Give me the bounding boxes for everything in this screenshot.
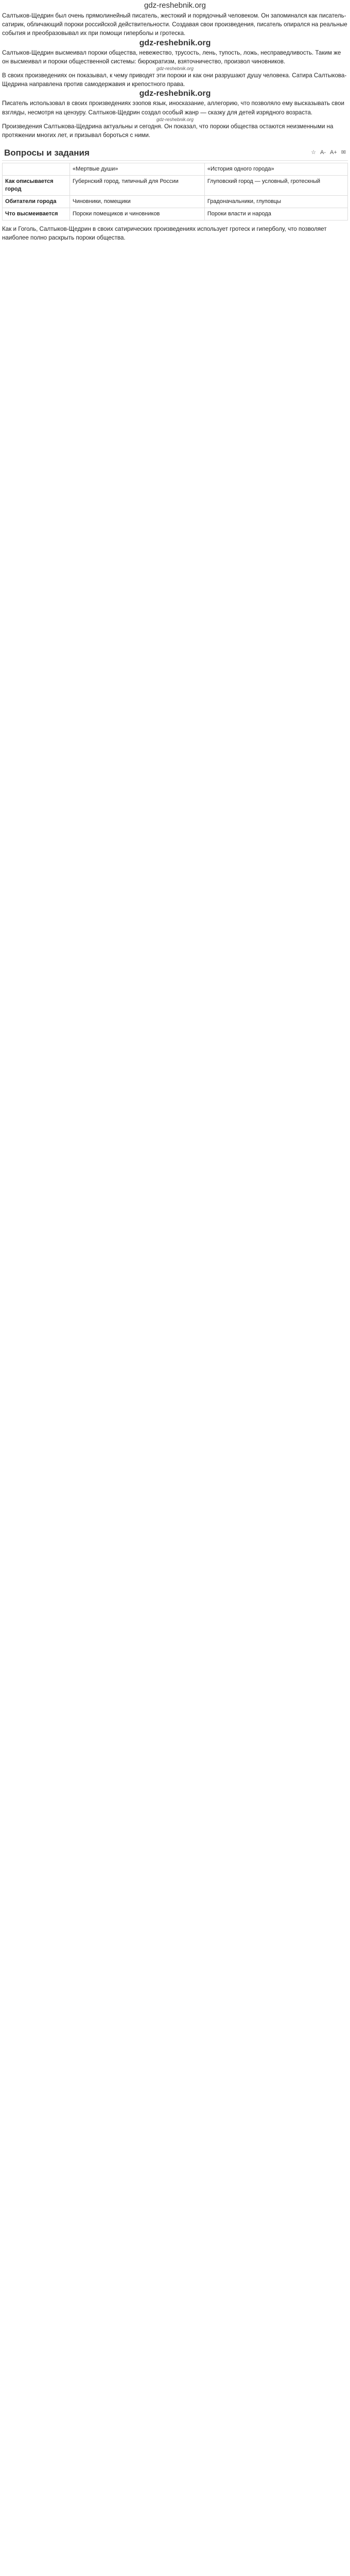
section-title: Вопросы и задания [4,147,90,158]
content [0,11,350,243]
site-header[interactable]: gdz-reshebnik.org [144,1,206,10]
mail-icon[interactable]: ✉ [341,149,346,156]
table-cell: «Мертвые души» [70,163,205,176]
table-row [3,196,348,208]
paragraph: Писатель использовал в своих произведениях эзопов язык, иносказание, аллегорию, что позволяло ему высказывать свои взгляды, несмотря на цензуру. Салтыков-Щедрин создал особый жанр — сказку для детей изрядного возраста. [2,100,344,116]
table-row [3,163,348,176]
toolbar [311,148,346,157]
watermark: gdz-reshebnik.org [139,89,211,98]
paragraph: В своих произведениях он показывал, к чему приводят эти пороки и как они разрушают душу человека. Сатира Салтыкова-Щедрина направлена против самодержавия и крепостного права. [2,72,347,88]
favorite-icon[interactable]: ☆ [311,149,317,156]
table-row [3,208,348,221]
table-cell: Губернский город, типичный для России [70,176,205,196]
table-cell: Пороки помещиков и чиновников [70,208,205,221]
watermark: gdz-reshebnik.org [156,116,194,122]
table-cell: Глуповский город — условный, гротескный [204,176,347,196]
table-cell: Чиновники, помещики [70,196,205,208]
paragraph: Салтыков-Щедрин высмеивал пороки общества, невежество, трусость, лень, тупость, ложь, несправедливость. Таким же он высмеивал и пороки общественной системы: бюрократизм, взяточничество, произвол чиновников. [2,49,341,65]
table-cell [3,163,70,176]
table-row [3,176,348,196]
font-decrease-button[interactable]: A- [320,149,326,156]
watermark: gdz-reshebnik.org [139,38,211,47]
table-cell: Пороки власти и народа [204,208,347,221]
paragraph: Произведения Салтыкова-Щедрина актуальны и сегодня. Он показал, что пороки общества остаются неизменными на протяжении многих лет, и призывал бороться с ними. [2,123,334,139]
font-increase-button[interactable]: A+ [330,149,337,156]
table-cell: Обитатели города [3,196,70,208]
table-cell: Как описывается город [3,176,70,196]
closing-paragraph: Как и Гоголь, Салтыков-Щедрин в своих сатирических произведениях использует гротеск и гиперболу, что позволяет наиболее полно раскрыть пороки общества. [2,226,327,242]
qa-table [2,163,348,221]
table-cell: Что высмеивается [3,208,70,221]
watermark: gdz-reshebnik.org [156,66,194,72]
section-bar [2,145,348,161]
paragraph: Салтыков-Щедрин был очень прямолинейный писатель, жестокий и порядочный человеком. Он запоминался как писатель-сатирик, обличающий пороки российской действительности. Создавая свои произведения, писатель опирался на реальные события и преобразовывал их при помощи гиперболы и гротеска. [2,12,347,37]
table-cell: «История одного города» [204,163,347,176]
table-cell: Градоначальники, глуповцы [204,196,347,208]
